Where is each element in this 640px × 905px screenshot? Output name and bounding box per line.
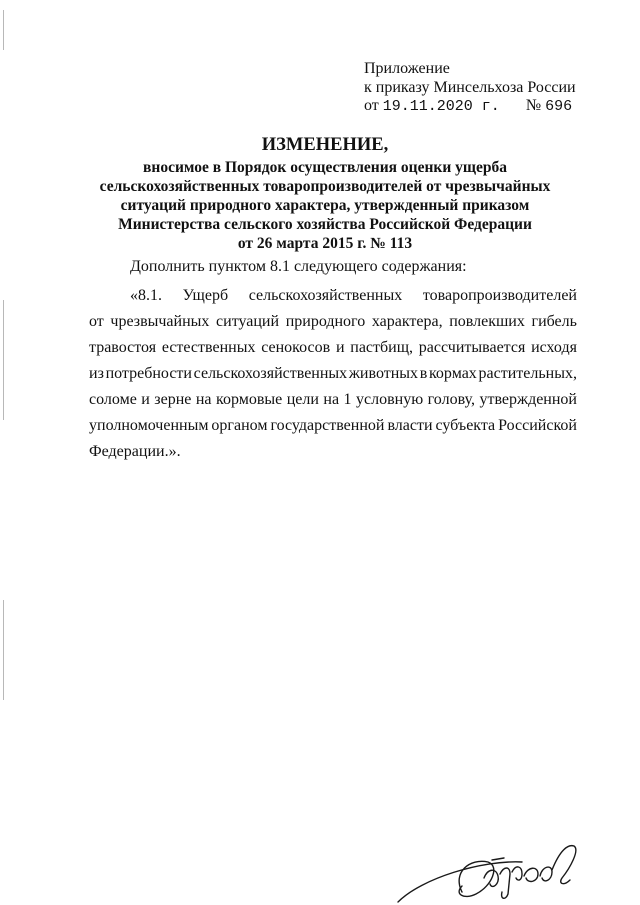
appendix-date-line: [364, 97, 576, 117]
body-word: зерне: [154, 391, 192, 408]
appendix-block: [364, 60, 576, 117]
body-word: животных: [348, 365, 419, 382]
body-word: уполномоченным: [89, 417, 209, 434]
body-word: Ущерб: [182, 287, 229, 304]
body-word: чрезвычайных: [110, 313, 210, 330]
date-prefix: от: [364, 97, 379, 114]
body-line: [89, 417, 577, 435]
body-word: потребности: [105, 365, 192, 382]
heading-line: ситуаций природного характера, утвержденный приказом: [120, 197, 530, 214]
body-word: на: [323, 391, 340, 408]
body-word: и: [335, 339, 345, 356]
body-word: 1: [343, 391, 352, 408]
scan-margin-line: [3, 600, 4, 700]
appendix-order-ref: к приказу Минсельхоза России: [364, 78, 576, 96]
scan-margin-line: [3, 300, 4, 420]
body-word: цели: [286, 391, 319, 408]
intro-paragraph: Дополнить пунктом 8.1 следующего содержания:: [130, 258, 467, 275]
body-line: [89, 391, 577, 409]
body-word: гибель: [531, 313, 577, 330]
heading-line: сельскохозяйственных товаропроизводителей от чрезвычайных: [99, 178, 551, 195]
body-line: [89, 313, 577, 331]
body-word: из: [89, 365, 104, 382]
order-number: 696: [545, 98, 573, 115]
clause-number: «8.1.: [130, 287, 162, 304]
body-word: пастбищ,: [350, 339, 414, 356]
body-word: в: [419, 365, 428, 382]
body-word: исходя: [531, 339, 577, 356]
body-word: субъекта: [435, 417, 496, 434]
body-word: ситуаций: [216, 313, 280, 330]
body-word: власти: [387, 417, 433, 434]
body-word: растительных,: [478, 365, 577, 382]
number-sign: №: [525, 97, 542, 114]
body-word: рассчитывается: [418, 339, 526, 356]
body-word: кормовые: [216, 391, 283, 408]
heading-line: от 26 марта 2015 г. № 113: [237, 235, 413, 252]
handwritten-signature: [392, 838, 620, 904]
body-word: естественных: [161, 339, 256, 356]
body-word: государственной: [270, 417, 385, 434]
body-line: [89, 365, 577, 383]
appendix-title: Приложение: [364, 60, 450, 77]
scan-margin-line: [3, 10, 4, 50]
body-word: сельскохозяйственных: [248, 287, 403, 304]
body-word: природного: [285, 313, 366, 330]
body-word: сельскохозяйственных: [193, 365, 348, 382]
body-line-first: [130, 287, 577, 305]
body-word: кормах: [428, 365, 477, 382]
body-word: товаропроизводителей: [422, 287, 577, 304]
body-word: характера,: [371, 313, 443, 330]
body-word: соломе: [89, 391, 137, 408]
body-word: на: [195, 391, 212, 408]
body-word: повлекших: [449, 313, 525, 330]
document-heading: [60, 134, 590, 253]
body-word: от: [89, 313, 104, 330]
heading-title: ИЗМЕНЕНИЕ,: [261, 135, 389, 155]
order-date: 19.11.2020 г.: [382, 98, 500, 115]
body-word: Российской: [498, 417, 577, 434]
body-word: органом: [211, 417, 268, 434]
body-word: и: [141, 391, 150, 408]
heading-line: Министерства сельского хозяйства Российской Федерации: [118, 216, 532, 233]
body-word: условную: [356, 391, 424, 408]
body-line: [89, 339, 577, 357]
heading-line: вносимое в Порядок осуществления оценки ущерба: [143, 159, 507, 176]
body-line-last: Федерации.».: [89, 443, 181, 460]
body-word: сенокосов: [261, 339, 331, 356]
body-word: травостоя: [89, 339, 157, 356]
body-word: утвержденной: [479, 391, 577, 408]
body-word: голову,: [427, 391, 475, 408]
